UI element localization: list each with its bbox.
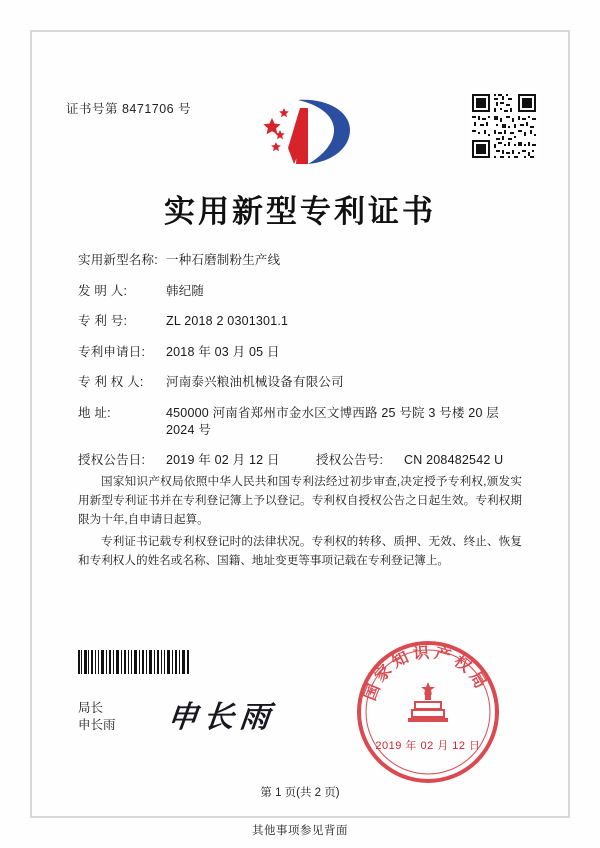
seal-date: 2019 年 02 月 12 日 <box>375 740 481 752</box>
handwritten-signature: 申长雨 <box>165 700 278 735</box>
certificate-number: 证书号第 8471706 号 <box>66 102 192 116</box>
field-value: 一种石磨制粉生产线 <box>166 253 281 267</box>
field-label: 实用新型名称: <box>78 253 158 267</box>
field-label: 发 明 人: <box>78 283 128 298</box>
director-label: 局长 <box>78 701 104 715</box>
director-labels <box>78 700 116 734</box>
announcement-date-group <box>78 452 316 469</box>
field-value: ZL 2018 2 0301301.1 <box>166 314 289 328</box>
field-label: 授权公告号: <box>316 453 384 467</box>
field-label: 专利申请日: <box>78 344 146 359</box>
back-note: 其他事项参见背面 <box>252 825 348 837</box>
field-row-address <box>78 405 522 439</box>
field-value: 2018 年 03 月 05 日 <box>166 344 280 359</box>
svg-text:国家知识产权局: 国家知识产权局 <box>360 642 493 704</box>
page-title: 实用新型专利证书 <box>164 194 436 230</box>
field-row-patent-number <box>78 313 522 330</box>
barcode <box>78 650 190 674</box>
announcement-number-group <box>316 452 503 469</box>
page-indicator: 第 1 页(共 2 页) <box>260 787 340 799</box>
field-row-announcement <box>78 452 522 469</box>
field-row-inventor <box>78 283 522 300</box>
field-label: 地 址: <box>78 405 111 420</box>
legal-text <box>78 472 522 573</box>
field-row-name <box>78 252 522 269</box>
field-row-patentee <box>78 374 522 391</box>
field-value: 2019 年 02 月 12 日 <box>166 453 280 467</box>
cnipa-logo-icon <box>250 92 355 170</box>
official-red-seal-icon <box>352 636 504 788</box>
field-row-application-date <box>78 344 522 361</box>
field-label: 专 利 权 人: <box>78 375 144 389</box>
field-label: 授权公告日: <box>78 453 146 467</box>
field-label: 专 利 号: <box>78 314 128 328</box>
field-value: 韩纪随 <box>166 283 205 298</box>
paragraph-1: 国家知识产权局依照中华人民共和国专利法经过初步审查,决定授予专利权,颁发实用新型专利证书并在专利登记簿上予以登记。专利权自授权公告之日起生效。专利权期限为十年,自申请日起算。 <box>78 475 522 526</box>
paragraph-2: 专利证书记载专利权登记时的法律状况。专利权的转移、质押、无效、终止、恢复和专利权人的姓名或名称、国籍、地址变更等事项记载在专利登记簿上。 <box>78 535 522 567</box>
director-name: 申长雨 <box>78 718 116 732</box>
qr-code-icon <box>470 92 538 160</box>
field-value: CN 208482542 U <box>404 453 504 467</box>
field-list <box>78 252 522 483</box>
field-value: 450000 河南省郑州市金水区文博西路 25 号院 3 号楼 20 层 2024 号 <box>166 405 499 437</box>
field-value: 河南泰兴粮油机械设备有限公司 <box>166 375 344 389</box>
